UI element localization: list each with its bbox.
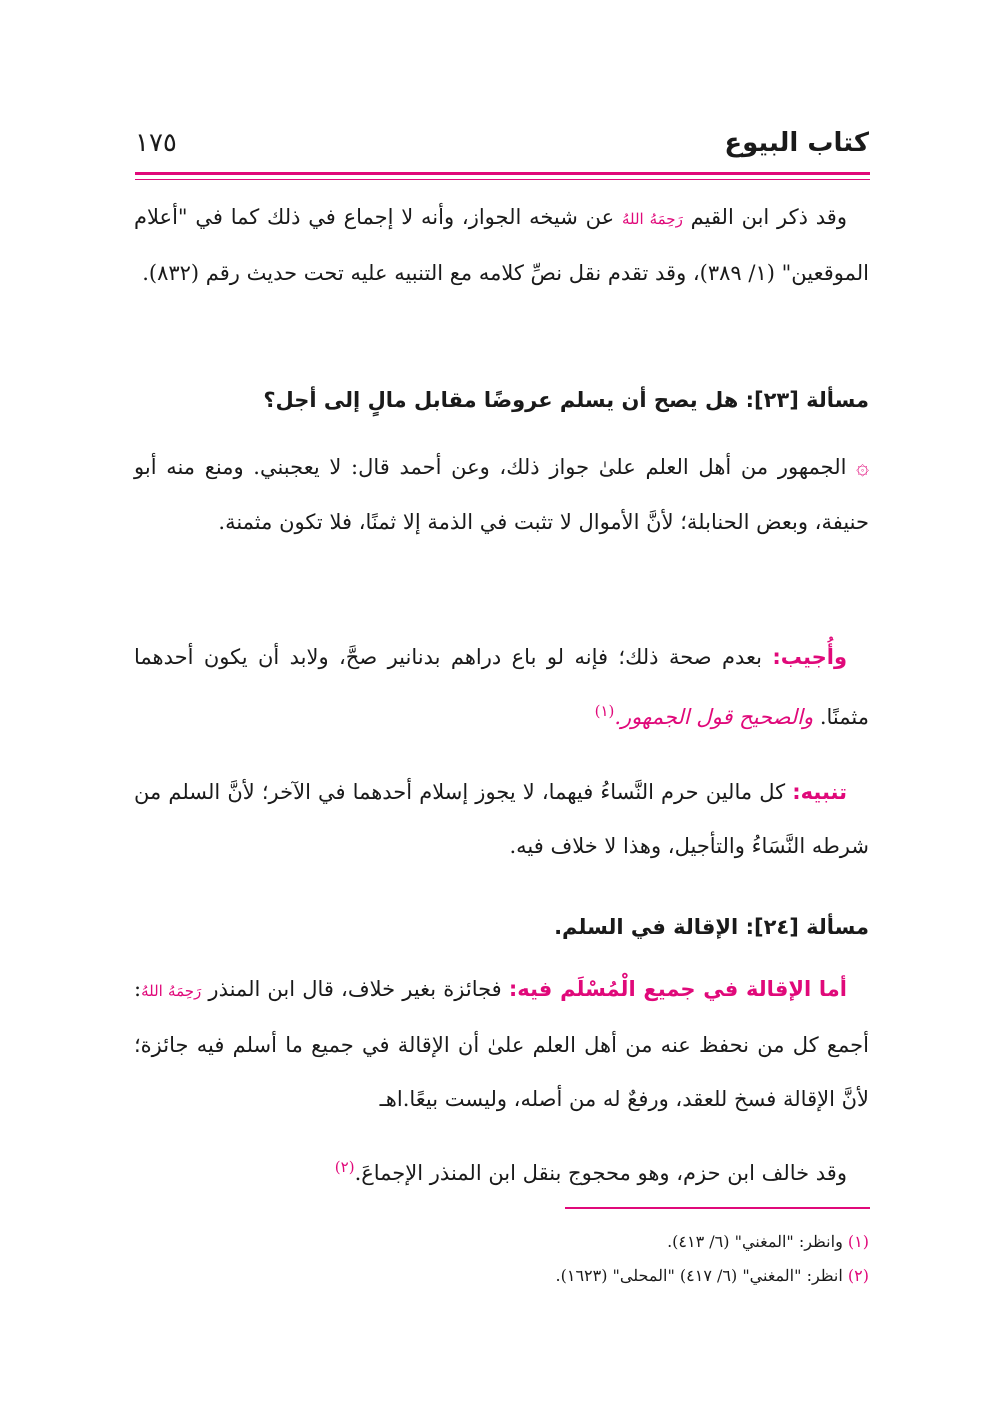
response-lead: وأُجيب: <box>772 645 847 669</box>
question-23-text: هل يصح أن يسلم عروضًا مقابل مالٍ إلى أجل؟ <box>263 388 739 412</box>
footnote-separator <box>565 1207 870 1209</box>
para2-text: الجمهور من أهل العلم علىٰ جواز ذلك، وعن أحمد قال: لا يعجبني. ومنع منه أبو حنيفة، وبعض الحنابلة؛ لأنَّ الأموال لا تثبت في الذمة إلا ثمنًا، فلا تكون مثمنة. <box>134 455 869 534</box>
iqala-lead: أما الإقالة في جميع الْمُسْلَم فيه: <box>508 977 848 1001</box>
para5-text-a: فجائزة بغير خلاف، قال ابن المنذر <box>208 977 502 1001</box>
question-24-text: الإقالة في السلم. <box>554 915 739 939</box>
paragraph-ibn-hazm <box>134 1140 869 1200</box>
question-24-label: مسألة [٢٤]: <box>745 915 869 939</box>
footnote-1-number: (١) <box>847 1232 869 1251</box>
header-rule-thick <box>135 172 870 175</box>
page-number: ١٧٥ <box>135 128 177 158</box>
note-lead: تنبيه: <box>792 780 847 804</box>
para1-text-a: وقد ذكر ابن القيم <box>690 205 847 229</box>
footnote-2-text: انظر: "المغني" (٦/ ٤١٧) "المحلى" (١٦٢٣). <box>555 1266 843 1285</box>
footnote-ref-2: (٢) <box>334 1158 355 1176</box>
paragraph-note <box>134 765 869 873</box>
paragraph-iqala <box>134 962 869 1126</box>
honorific-2: رَحِمَهُ اللهُ <box>141 982 202 1000</box>
question-23-heading <box>134 385 869 415</box>
para6-text: وقد خالف ابن حزم، وهو محجوج بنقل ابن المنذر الإجماعَ. <box>354 1161 847 1185</box>
para3-text: بعدم صحة ذلك؛ فإنه لو باع دراهم بدنانير صحَّ، ولابد أن يكون أحدهما مثمنًا. <box>134 645 869 729</box>
running-header-title: كتاب البيوع <box>724 128 869 158</box>
paragraph-majority-view <box>134 440 869 549</box>
question-24-heading <box>134 912 869 942</box>
footnote-ref-1: (١) <box>594 702 615 720</box>
footnote-2-number: (٢) <box>847 1266 869 1285</box>
paragraph-response <box>134 630 869 744</box>
footnote-1-text: وانظر: "المغني" (٦/ ٤١٣). <box>667 1232 843 1251</box>
flower-ornament-icon: ۞ <box>856 455 870 480</box>
footnote-1 <box>134 1228 869 1256</box>
correct-opinion-highlight: والصحيح قول الجمهور. <box>614 705 814 729</box>
footnote-2 <box>134 1262 869 1290</box>
para5-text-b: : أجمع كل من نحفظ عنه من أهل العلم علىٰ أن الإقالة في جميع ما أسلم فيه جائزة؛ لأنَّ الإقالة فسخ للعقد، ورفعٌ له من أصله، وليست بيعًا.اهـ <box>134 977 869 1111</box>
question-23-label: مسألة [٢٣]: <box>745 388 869 412</box>
para4-text: كل مالين حرم النَّساءُ فيهما، لا يجوز إسلام أحدهما في الآخر؛ لأنَّ السلم من شرطه النَّسَاءُ والتأجيل، وهذا لا خلاف فيه. <box>134 780 869 858</box>
paragraph-ibn-qayyim <box>134 190 869 300</box>
para1-text-b: عن شيخه الجواز، وأنه لا إجماع في ذلك كما في <box>195 205 615 229</box>
para1-text-c: "أعلام الموقعين" (١/ ٣٨٩)، وقد تقدم نقل نصِّ كلامه مع التنبيه عليه تحت <box>134 205 869 285</box>
para1-text-d: حديث رقم (٨٣٢). <box>142 261 298 285</box>
honorific: رَحِمَهُ اللهُ <box>621 210 683 228</box>
header-rule-thin <box>135 179 870 180</box>
